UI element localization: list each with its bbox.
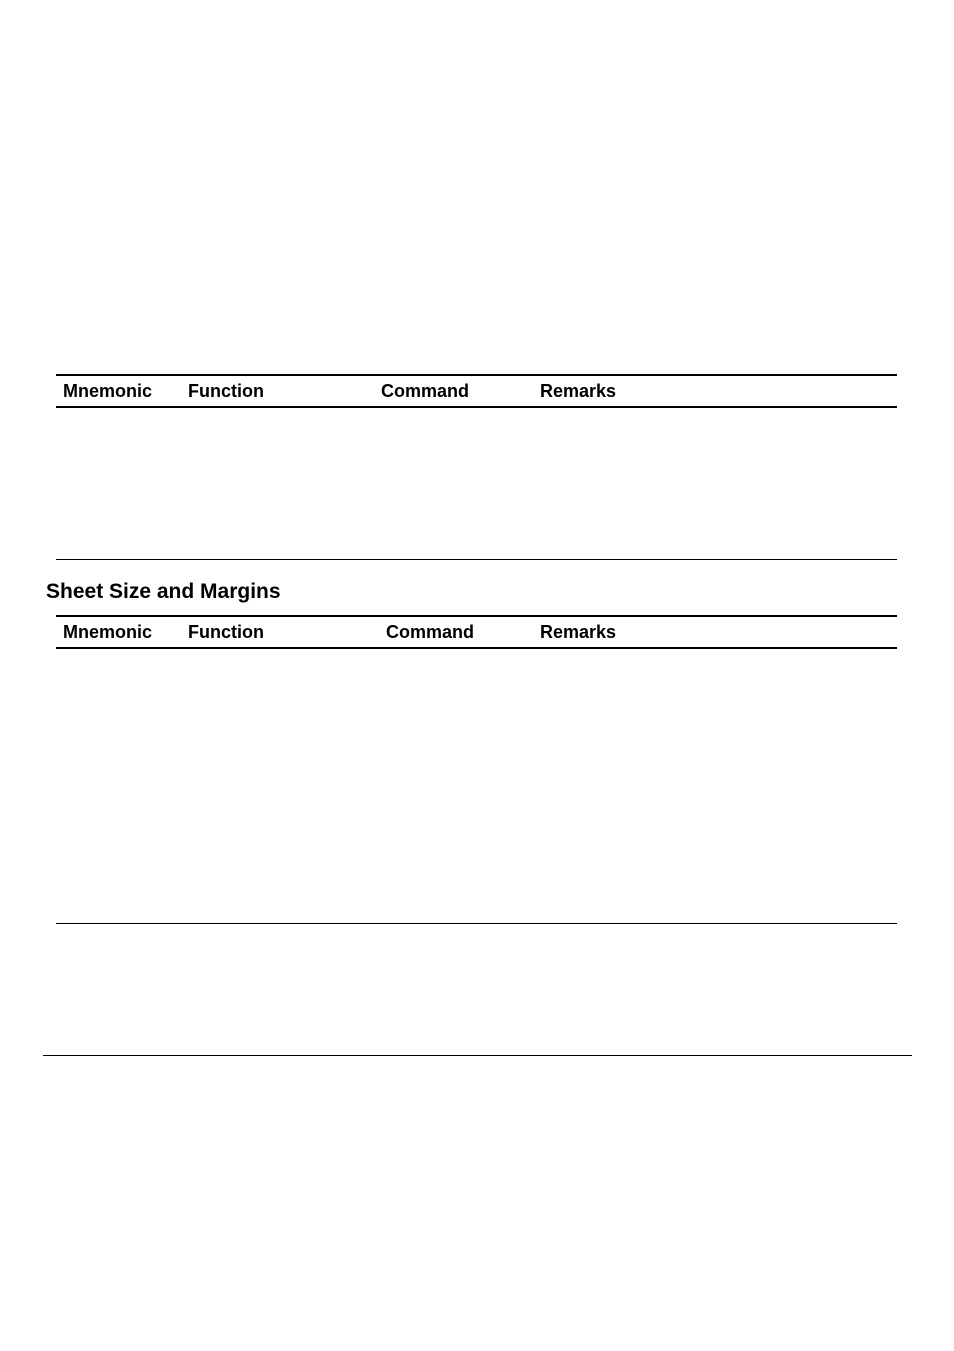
table2-top-rule	[56, 615, 897, 617]
section-heading-sheet-size: Sheet Size and Margins	[46, 580, 281, 603]
table2-bottom-rule	[56, 923, 897, 924]
table1-header-function: Function	[188, 381, 264, 401]
table1-top-rule	[56, 374, 897, 376]
table1-header-command: Command	[381, 381, 470, 401]
table1-header-mnemonic: Mnemonic	[63, 381, 153, 401]
table2-header-command: Command	[386, 622, 475, 642]
table2-header-rule	[56, 647, 897, 649]
table1-bottom-rule	[56, 559, 897, 560]
table2-header-remarks: Remarks	[540, 622, 617, 642]
page-footer-rule	[43, 1055, 912, 1056]
table2-header-mnemonic: Mnemonic	[63, 622, 153, 642]
table2-header-function: Function	[188, 622, 264, 642]
table1-header-remarks: Remarks	[540, 381, 617, 401]
table1-header-rule	[56, 406, 897, 408]
